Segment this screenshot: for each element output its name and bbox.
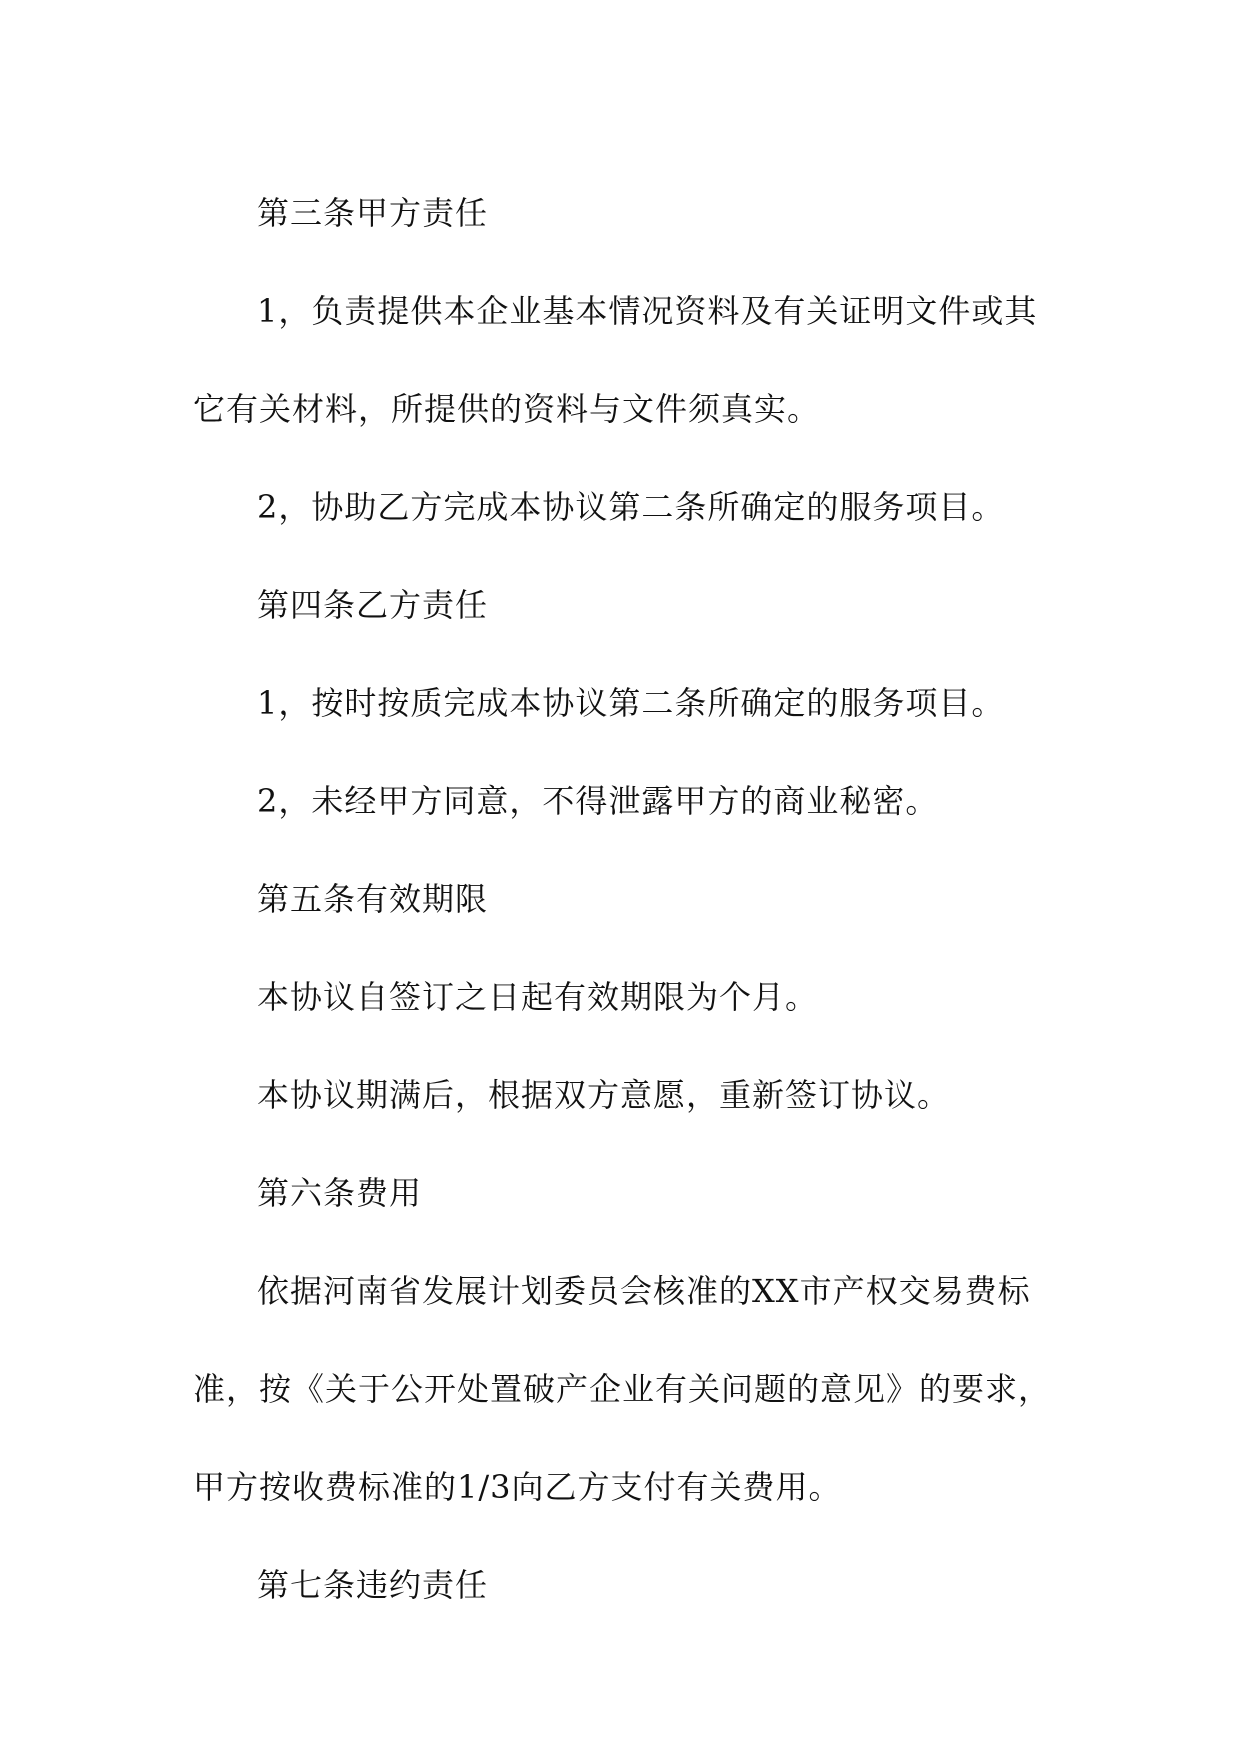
paragraph-party-b-duty-1: 1，按时按质完成本协议第二条所确定的服务项目。 xyxy=(257,684,1005,722)
section-heading-article-5: 第五条有效期限 xyxy=(257,880,489,918)
section-heading-article-6: 第六条费用 xyxy=(257,1174,423,1212)
paragraph-fees: 依据河南省发展计划委员会核准的XX市产权交易费标准，按《关于公开处置破产企业有关问题的意见》的要求，甲方按收费标准的1/3向乙方支付有关费用。 xyxy=(193,1272,1052,1506)
paragraph-validity-term: 本协议自签订之日起有效期限为个月。 xyxy=(257,978,819,1016)
section-heading-article-7: 第七条违约责任 xyxy=(257,1566,489,1604)
paragraph-party-a-duty-2: 2，协助乙方完成本协议第二条所确定的服务项目。 xyxy=(257,488,1005,526)
document-body xyxy=(193,164,1053,1634)
paragraph-renewal: 本协议期满后，根据双方意愿，重新签订协议。 xyxy=(257,1076,951,1114)
section-heading-article-3: 第三条甲方责任 xyxy=(257,194,489,232)
section-heading-article-4: 第四条乙方责任 xyxy=(257,586,489,624)
paragraph-party-a-duty-1: 1，负责提供本企业基本情况资料及有关证明文件或其它有关材料，所提供的资料与文件须真实。 xyxy=(193,292,1038,428)
paragraph-party-b-duty-2: 2，未经甲方同意，不得泄露甲方的商业秘密。 xyxy=(257,782,939,820)
